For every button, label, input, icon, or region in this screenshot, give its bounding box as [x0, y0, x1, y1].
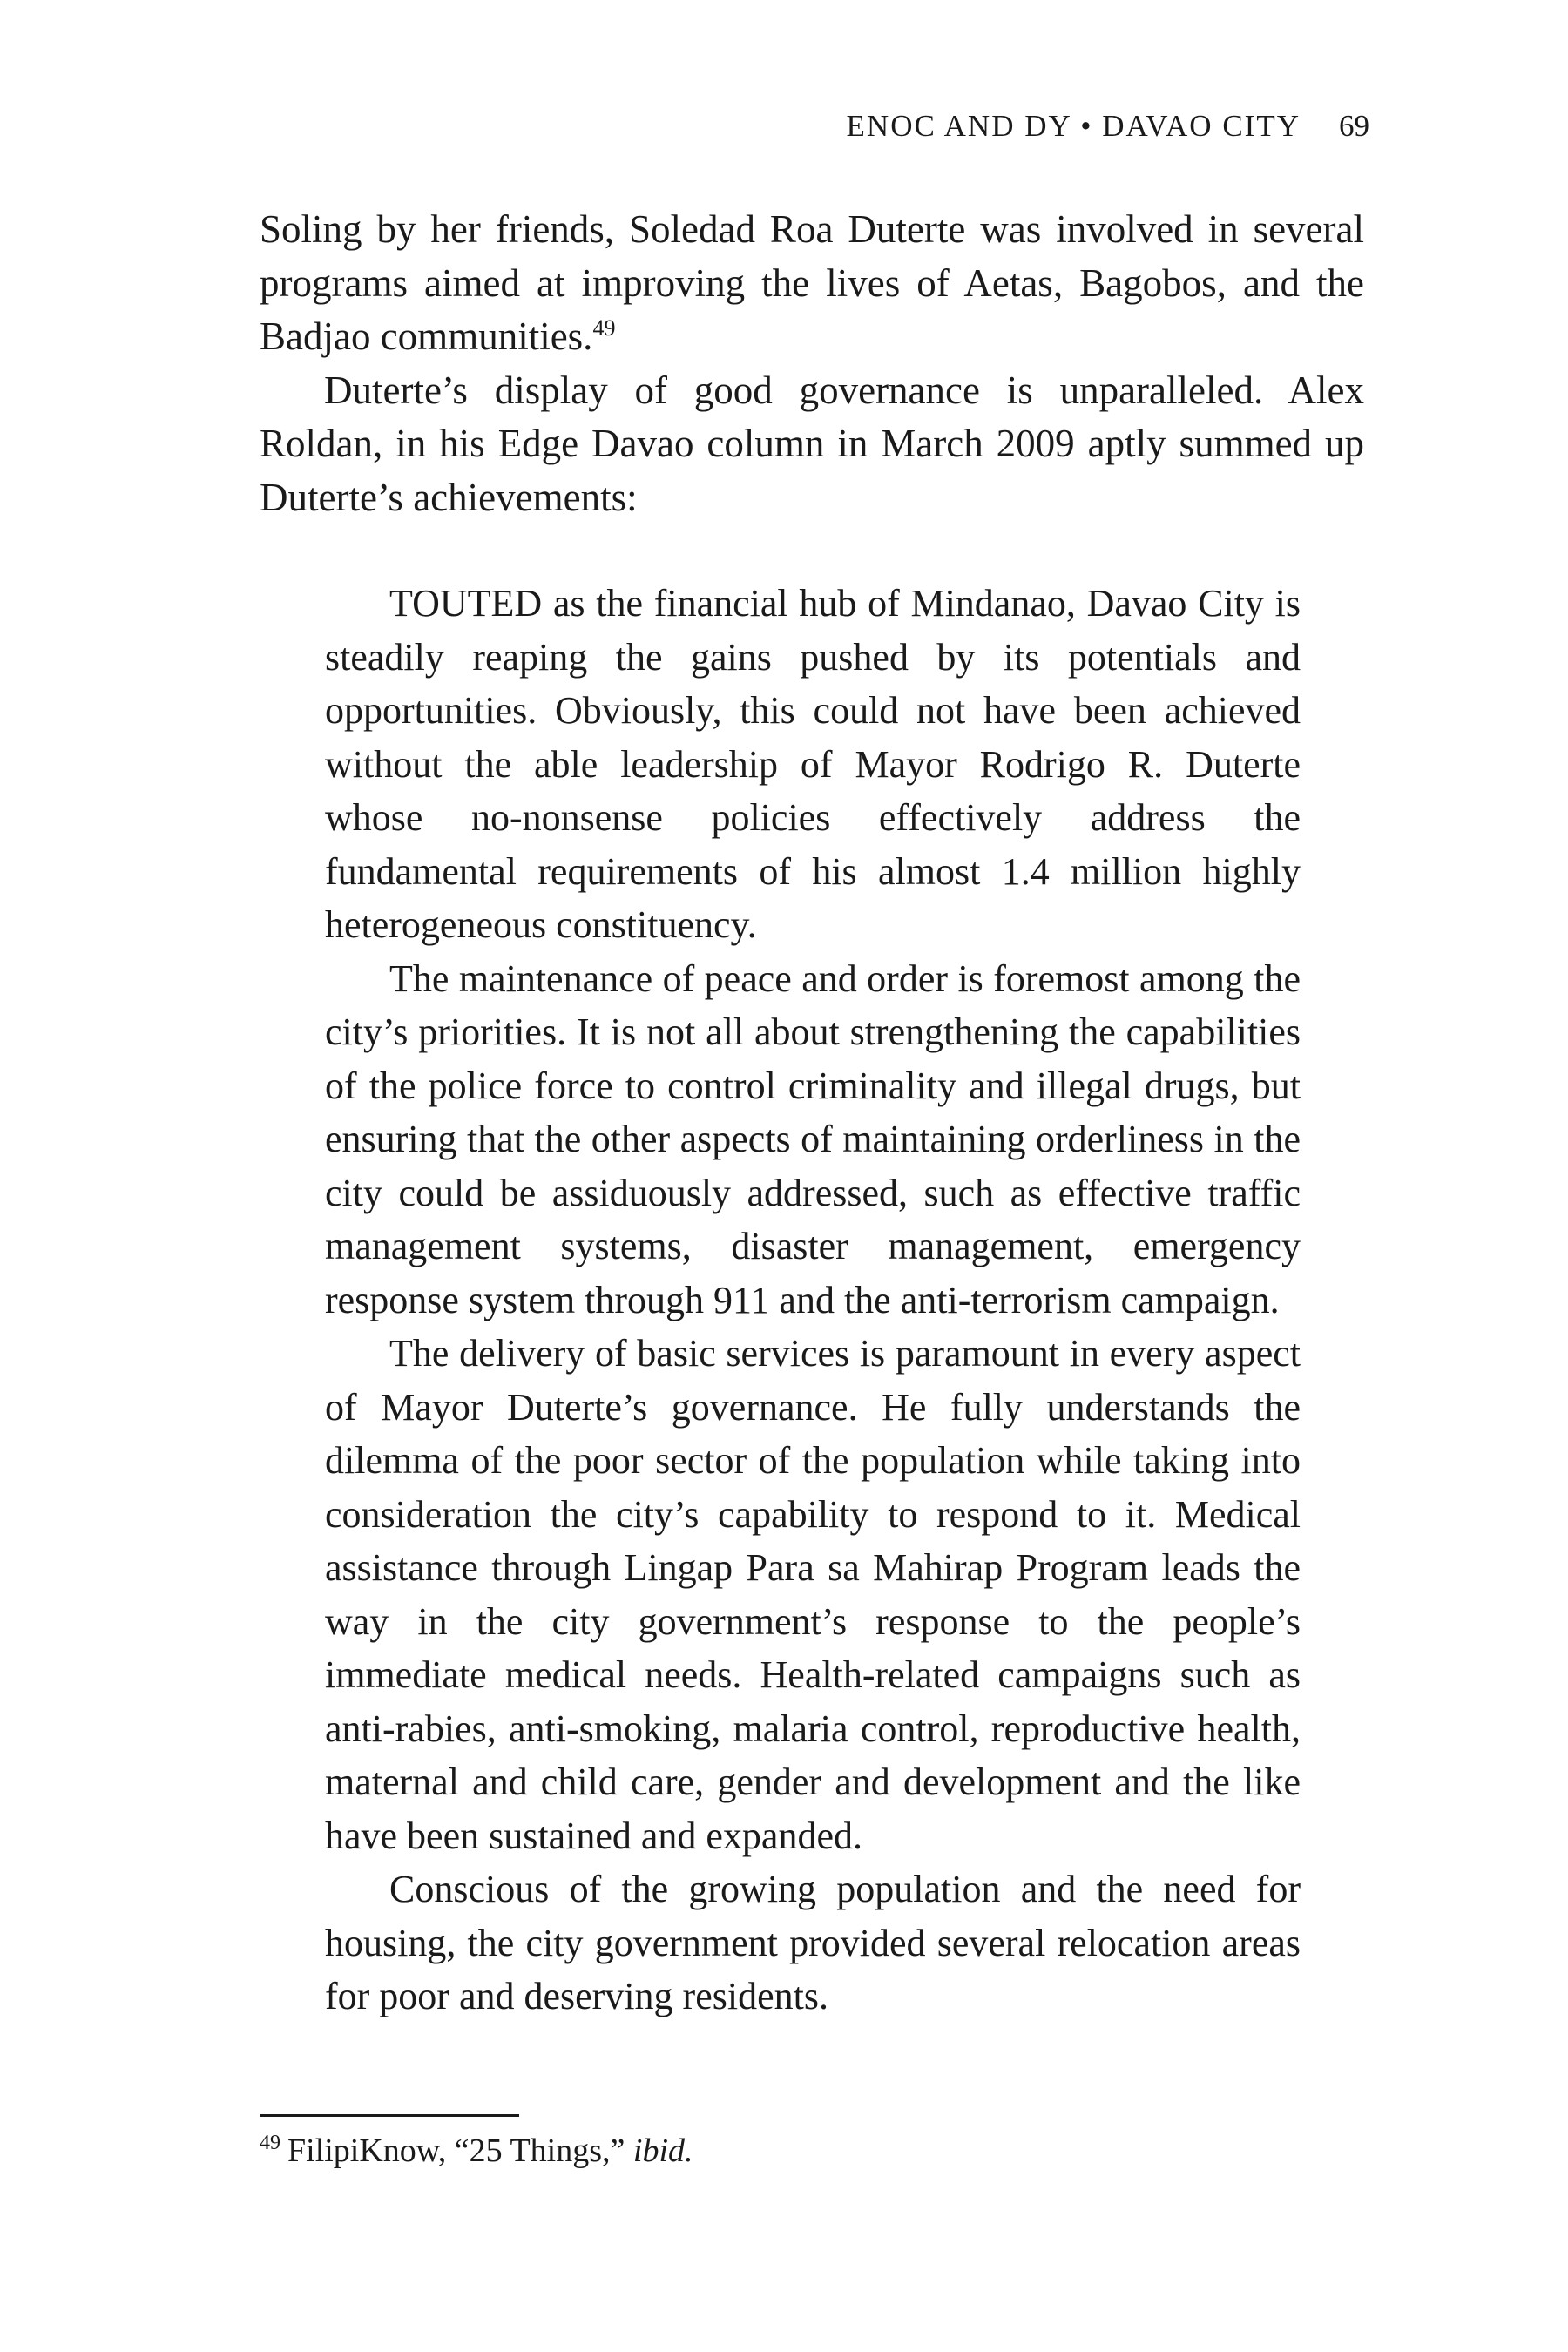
body-text: [260, 203, 1364, 524]
body-paragraph: [260, 203, 1364, 364]
footnote-italic: ibid.: [632, 2132, 693, 2169]
body-paragraph-text: Soling by her friends, Soledad Roa Duterte was involved in several programs aimed at improving the lives of Aetas, Bagobos, and the Badjao communities.: [260, 207, 1364, 358]
footnote-reference: 49: [592, 315, 616, 341]
block-quote: [325, 577, 1301, 2024]
quote-paragraph: TOUTED as the financial hub of Mindanao, Davao City is steadily reaping the gains pushed by its potentials and opportunities. Obviously, this could not have been achieved without the able leadership of Mayor Rodrigo R. Duterte whose no-nonsense policies effectively address the fundamental requirements of his almost 1.4 million highly heterogeneous constituency.: [325, 582, 1301, 946]
quote-paragraph: Conscious of the growing population and the need for housing, the city government provided several relocation areas for poor and deserving residents.: [325, 1868, 1301, 2017]
footnote-divider: [260, 2114, 519, 2117]
page-number: 69: [1339, 109, 1369, 143]
running-head: [847, 105, 1369, 148]
quote-paragraph: The maintenance of peace and order is foremost among the city’s priorities. It is not all about strengthening the capabilities of the police force to control criminality and illegal drugs, but ensuring that the other aspects of maintaining orderliness in the city could be assiduously addressed, such as effective traffic management systems, disaster management, emergency response system through 911 and the anti-terrorism campaign.: [325, 956, 1301, 1321]
footnote-number: 49: [260, 2132, 280, 2155]
quote-paragraph: The delivery of basic services is paramount in every aspect of Mayor Duterte’s governance. He fully understands the dilemma of the poor sector of the population while taking into consideration the city’s capability to respond to it. Medical assistance through Lingap Para sa Mahirap Program leads the way in the city government’s response to the people’s immediate medical needs. Health-related campaigns such as anti-rabies, anti-smoking, malaria control, reproductive health, maternal and child care, gender and development and the like have been sustained and expanded.: [325, 1332, 1301, 1857]
body-paragraph: Duterte’s display of good governance is unparalleled. Alex Roldan, in his Edge Davao column in March 2009 aptly summed up Duterte’s achievements:: [260, 368, 1364, 519]
footnote-text: FilipiKnow, “25 Things,”: [287, 2132, 633, 2169]
running-title: ENOC AND DY • DAVAO CITY: [846, 109, 1301, 143]
footnote: [260, 2126, 693, 2175]
